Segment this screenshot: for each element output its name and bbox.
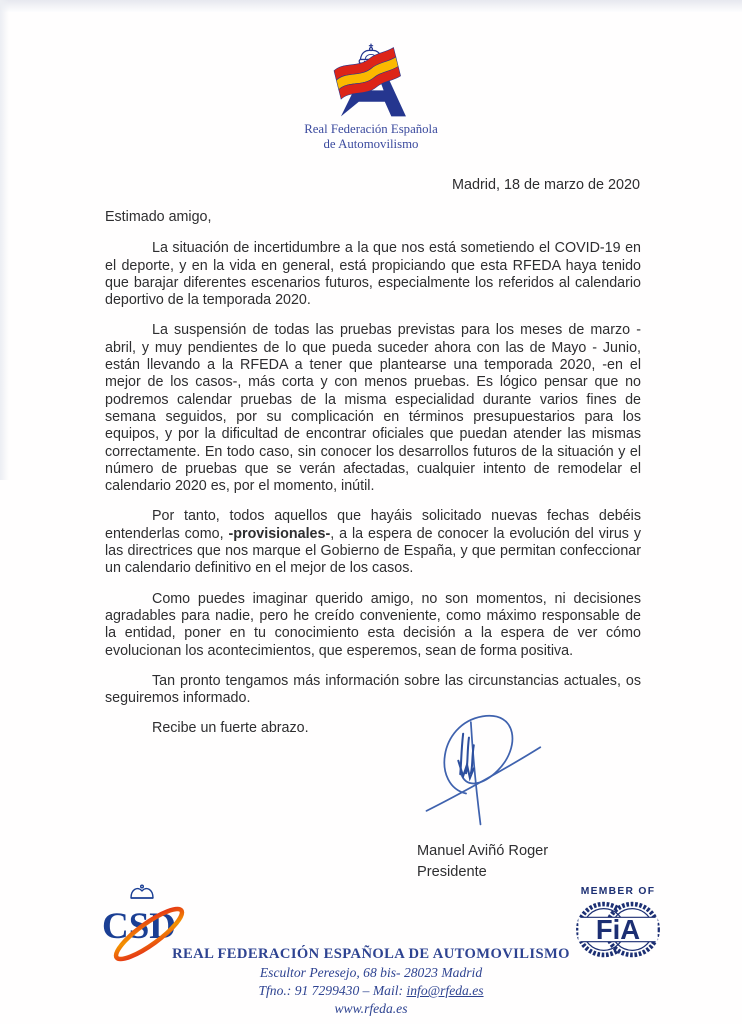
logo-org-line1: Real Federación Española xyxy=(304,122,438,136)
footer-block xyxy=(0,945,742,1018)
rfeda-crown-flag-a-icon xyxy=(315,40,427,118)
paragraph-3-bold: -provisionales- xyxy=(228,525,331,542)
footer-contact-line xyxy=(0,982,742,1000)
paragraph-2: La suspensión de todas las pruebas previstas para los meses de marzo - abril, y muy pendientes de lo que pueda suceder ahora con las de Mayo - Junio, están llevando a la RFEDA a tener que plantearse una temporada 2020, -en el mejor de los casos-, más corta y con menos pruebas. Es lógico pensar que no podremos calendar pruebas de la misma especialidad durante varios fines de semana seguidos, por su complicación en términos presupuestarios para los equipos, y por la dificultad de encontrar oficiales que puedan atender las mismas correctamente. En todo caso, sin conocer los desarrollos futuros de la situación y el número de pruebas que se verán afectadas, cualquier intento de remodelar el calendario 2020 es, por el momento, inútil. xyxy=(105,322,641,495)
paragraph-4: Como puedes imaginar querido amigo, no son momentos, ni decisiones agradables para nadie, pero he creído conveniente, como máximo responsable de la entidad, poner en tu conocimiento esta decisión a la espera de ver cómo evolucionan los acontecimientos, que esperemos, sean de forma positiva. xyxy=(105,590,641,659)
paragraph-3 xyxy=(105,508,641,577)
paragraph-5: Tan pronto tengamos más información sobre las circunstancias actuales, os seguiremos informado. xyxy=(105,672,641,707)
footer-email-link[interactable]: info@rfeda.es xyxy=(406,983,484,998)
rfeda-header-logo xyxy=(0,40,742,152)
paragraph-1: La situación de incertidumbre a la que nos está sometiendo el COVID-19 en el deporte, y en la vida en general, está propiciando que esta RFEDA haya tenido que barajar diferentes escenarios futuros, especialmente los referidos al calendario deportivo de la temporada 2020. xyxy=(105,240,641,309)
footer-org-name: REAL FEDERACIÓN ESPAÑOLA DE AUTOMOVILISMO xyxy=(172,946,570,962)
paragraph-3-before: Por tanto, todos aquellos que hayáis solicitado nuevas fechas debéis entenderlas como, xyxy=(105,508,641,542)
fia-label: FiA xyxy=(595,914,641,946)
letter-body xyxy=(105,209,641,751)
csd-label: CSD xyxy=(101,906,177,947)
paragraph-3-after: , a la espera de conocer la evolución del virus y las directrices que nos marque el Gobierno de España, y que permitan confeccionar un calendario definitivo en el mejor de los casos. xyxy=(105,525,642,577)
logo-org-line2: de Automovilismo xyxy=(323,137,419,151)
footer-address: Escultor Peresejo, 68 bis- 28023 Madrid xyxy=(259,965,483,980)
paragraph-6-closing: Recibe un fuerte abrazo. xyxy=(152,720,309,737)
footer-contact-prefix: Tfno.: 91 7299430 – Mail: xyxy=(258,983,407,998)
footer-website: www.rfeda.es xyxy=(334,1001,408,1016)
member-of-label: MEMBER OF xyxy=(580,886,656,897)
signer-name: Manuel Aviñó Roger xyxy=(417,843,549,859)
signer-block xyxy=(417,841,548,883)
signer-title: Presidente xyxy=(417,864,487,880)
scan-edge-top xyxy=(0,0,742,12)
date-line: Madrid, 18 de marzo de 2020 xyxy=(452,177,640,193)
salutation: Estimado amigo, xyxy=(105,209,212,225)
signature-ink-icon xyxy=(413,696,548,838)
